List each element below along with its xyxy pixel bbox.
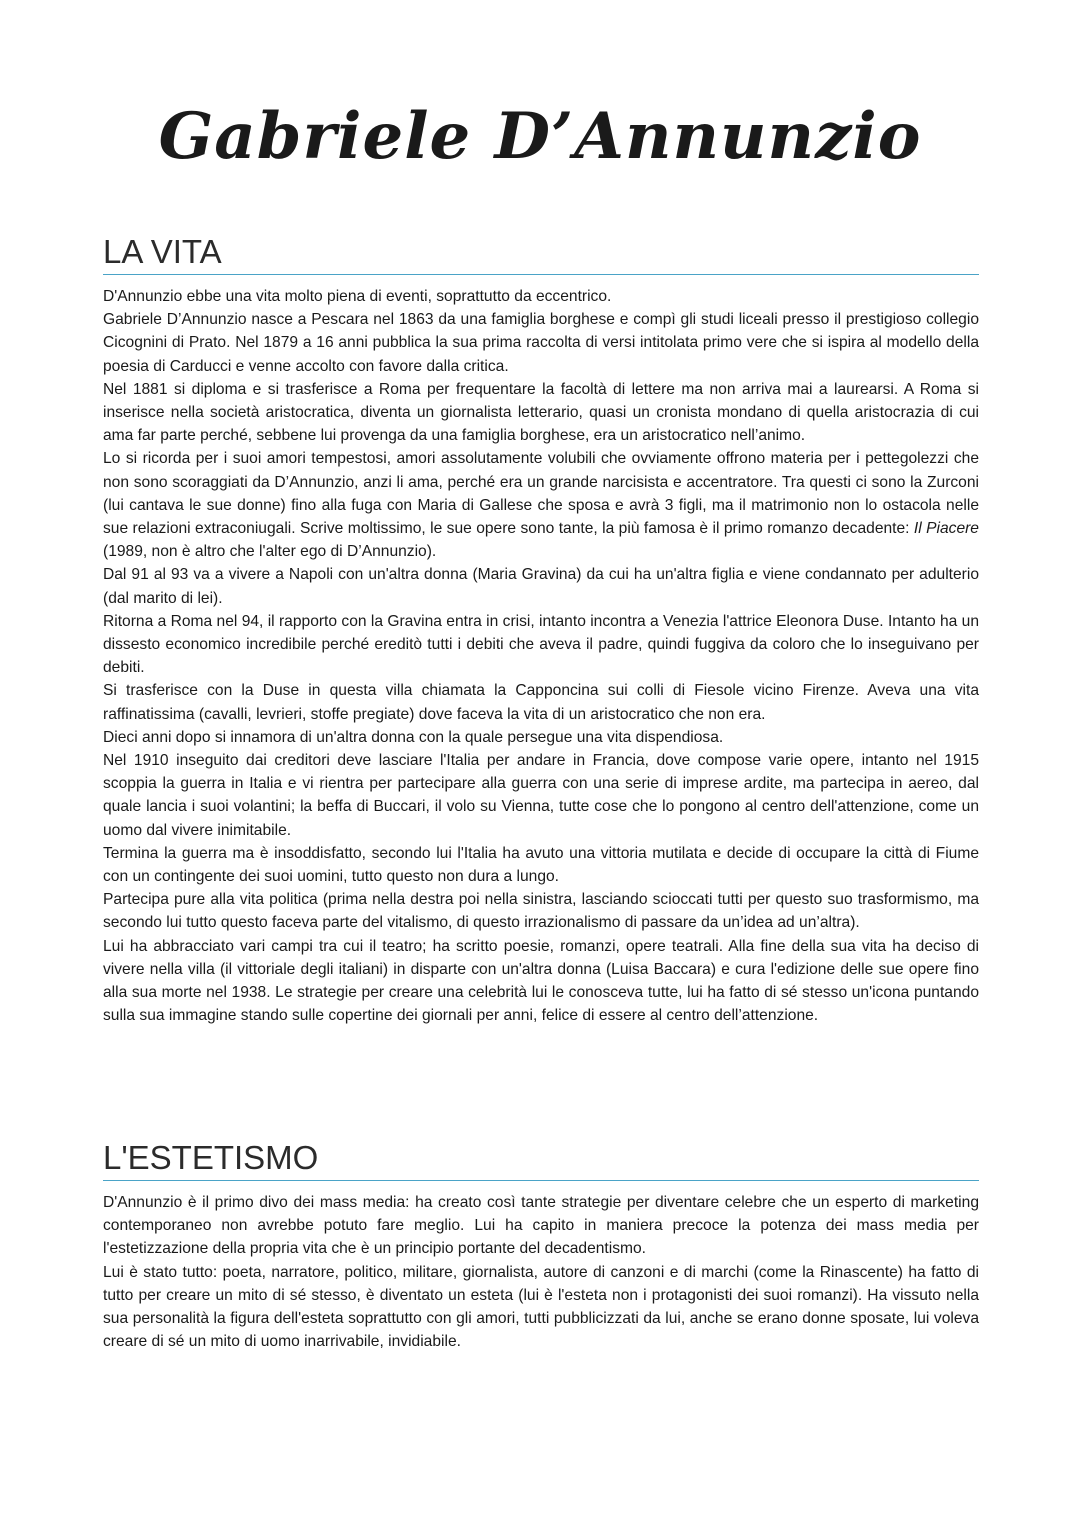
section-estetismo	[103, 1138, 979, 1353]
paragraph: D'Annunzio ebbe una vita molto piena di eventi, soprattutto da eccentrico.	[103, 288, 612, 305]
section-heading: LA VITA	[103, 232, 979, 275]
paragraph: Partecipa pure alla vita politica (prima nella destra poi nella sinistra, lasciando scioccati tutti per questo suo trasformismo, ma secondo lui tutto questo faceva parte del vitalismo, di questo irrazionalismo di passare da un’idea ad un’altra).	[103, 891, 979, 932]
section-body	[103, 1191, 979, 1353]
paragraph: Si trasferisce con la Duse in questa villa chiamata la Capponcina sui colli di Fiesole vicino Firenze. Aveva una vita raffinatissima (cavalli, levrieri, stoffe pregiate) dove faceva la vita di un aristocratico che non era.	[103, 682, 979, 723]
paragraph: Lui è stato tutto: poeta, narratore, politico, militare, giornalista, autore di canzoni e di marchi (come la Rinascente) ha fatto di tutto per creare un mito di sé stesso, è diventato un esteta (lui è l'esteta non i protagonisti dei suoi romanzi). Ha vissuto nella sua personalità la figura dell'esteta soprattutto con gli amori, tutti pubblicizzati da lui, anche se erano donne sposate, lui voleva creare di sé un mito di uomo inarrivabile, invidiabile.	[103, 1263, 979, 1351]
paragraph: Dieci anni dopo si innamora di un'altra donna con la quale persegue una vita dispendiosa.	[103, 728, 724, 746]
paragraph: Dal 91 al 93 va a vivere a Napoli con un'altra donna (Maria Gravina) da cui ha un'altra figlia e viene condannato per adulterio (dal marito di lei).	[103, 566, 979, 607]
paragraph: Gabriele D’Annunzio nasce a Pescara nel 1863 da una famiglia borghese e compì gli studi liceali presso il prestigioso collegio Cicognini di Prato. Nel 1879 a 16 anni pubblica la sua prima raccolta di versi intitolata primo vere che si ispira al modello della poesia di Carducci e venne accolto con favore dalla critica.	[103, 311, 979, 375]
paragraph: Lui ha abbracciato vari campi tra cui il teatro; ha scritto poesie, romanzi, opere teatrali. Alla fine della sua vita ha deciso di vivere nella villa (il vittoriale degli italiani) in disparte con un'altra donna (Luisa Baccara) e cura l'edizione delle sue opere fino alla sua morte nel 1938. Le strategie per creare una celebrità lui le conosceva tutte, lui ha fatto di sé stesso un'icona puntando sulla sua immagine stando sulle copertine dei giornali per anni, felice di essere al centro dell’attenzione.	[103, 937, 979, 1025]
section-body	[103, 285, 979, 1028]
document-title: Gabriele D’Annunzio	[158, 99, 922, 174]
paragraph-text: (1989, non è altro che l'alter ego di D’Annunzio).	[103, 543, 437, 561]
paragraph: Nel 1881 si diploma e si trasferisce a Roma per frequentare la facoltà di lettere ma non arriva mai a laurearsi. A Roma si inserisce nella società aristocratica, diventa un giornalista letterario, quasi un cronista mondano di quella aristocrazia di cui ama far parte perché, sebbene lui provenga da una famiglia borghese, era un aristocratico nell’animo.	[103, 380, 979, 445]
section-heading: L'ESTETISMO	[103, 1138, 979, 1181]
paragraph: Termina la guerra ma è insoddisfatto, secondo lui l'Italia ha avuto una vittoria mutilata e decide di occupare la città di Fiume con un contingente dei suoi uomini, tutto questo non dura a lungo.	[103, 844, 979, 886]
paragraph: Nel 1910 inseguito dai creditori deve lasciare l'Italia per andare in Francia, dove compose varie opere, intanto nel 1915 scoppia la guerra in Italia e vi rientra per partecipare alla guerra con una serie di imprese ardite, ma partecipa in aereo, dal quale lancia i suoi volantini; la beffa di Buccari, il volo su Vienna, tutte cose che lo pongono al centro dell'attenzione, come un uomo dal vivere inimitabile.	[103, 752, 979, 839]
section-la-vita	[103, 232, 979, 1028]
book-title-il-piacere: Il Piacere	[913, 520, 979, 538]
paragraph: D'Annunzio è il primo divo dei mass media: ha creato così tante strategie per diventare celebre che un esperto di marketing contemporaneo non avrebbe potuto fare meglio. Lui ha capito in maniera precoce la potenza dei mass media per l'estetizzazione della propria vita che è un principio portante del decadentismo.	[103, 1194, 979, 1258]
paragraph: Ritorna a Roma nel 94, il rapporto con la Gravina entra in crisi, intanto incontra a Venezia l'attrice Eleonora Duse. Intanto ha un dissesto economico incredibile perché ereditò tutti i debiti che aveva il padre, quindi fuggiva da coloro che lo inseguivano per debiti.	[103, 612, 979, 677]
paragraph	[103, 447, 979, 563]
paragraph-text: Lo si ricorda per i suoi amori tempestosi, amori assolutamente volubili che ovviamente offrono materia per i pettegolezzi che non sono scoraggiati da D’Annunzio, anzi li ama, perché era un grande narcisista e accentratore. Tra questi ci sono la Zurconi (lui cantava le sue donne) fino alla fuga con Maria di Gallese che sposa e avrà 3 figli, ma il matrimonio non lo ostacola nelle sue relazioni extraconiugali. Scrive moltissimo, le sue opere sono tante, la più famosa è il primo romanzo decadente:	[103, 450, 979, 538]
